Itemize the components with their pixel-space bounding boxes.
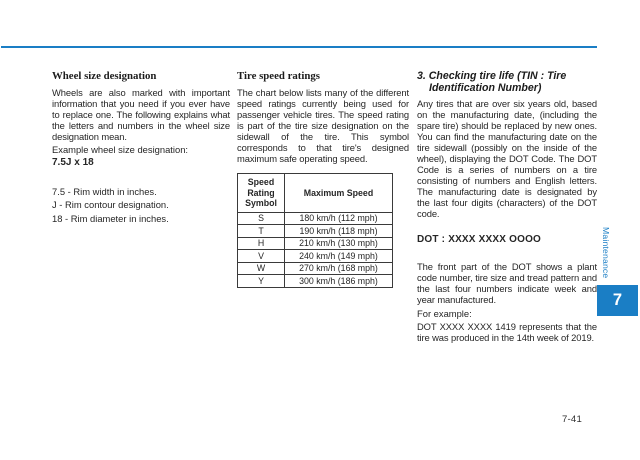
speed-cell: 210 km/h (130 mph): [285, 237, 393, 250]
table-row: [238, 262, 393, 275]
symbol-cell: T: [238, 225, 285, 238]
chapter-tab-number: 7: [612, 291, 623, 309]
table-row: [238, 212, 393, 225]
dot-code: DOT : XXXX XXXX OOOO: [417, 234, 542, 245]
rim-item-diameter: 18 - Rim diameter in inches.: [52, 212, 169, 224]
rim-item-width: 7.5 - Rim width in inches.: [52, 186, 157, 197]
wheel-size-heading: Wheel size designation: [52, 70, 157, 82]
page-number: 7-41: [562, 414, 583, 425]
rim-designation-list: [52, 185, 230, 225]
tire-life-heading: 3. Checking tire life (TIN : Tire Identification Number): [417, 70, 567, 94]
table-row: [238, 225, 393, 238]
speed-ratings-body: The chart below lists many of the different speed ratings currently being used for passenger vehicle tires. The speed rating is part of the tire size designation on the sidewall of the tire. This symbol corresponds to that tire's designed maximum safe operating speed.: [237, 87, 409, 164]
max-speed-header: Maximum Speed: [285, 174, 393, 213]
speed-cell: 240 km/h (149 mph): [285, 250, 393, 263]
symbol-cell: V: [238, 250, 285, 263]
tire-life-column: [417, 70, 597, 345]
speed-cell: 190 km/h (118 mph): [285, 225, 393, 238]
speed-cell: 270 km/h (168 mph): [285, 262, 393, 275]
maintenance-sidebar-label: Maintenance: [601, 227, 611, 279]
symbol-cell: S: [238, 212, 285, 225]
speed-cell: 300 km/h (186 mph): [285, 275, 393, 288]
table-row: [238, 275, 393, 288]
table-row: [238, 237, 393, 250]
speed-symbol-header: Speed Rating Symbol: [238, 174, 285, 213]
wheel-size-body: Wheels are also marked with important information that you need if you ever have to replace one. The following explains what the letters and numbers in the wheel size designation mean.: [52, 87, 230, 142]
wheel-size-column: [52, 70, 230, 225]
rim-item-contour: J - Rim contour designation.: [52, 199, 169, 211]
for-example-label: For example:: [417, 308, 472, 319]
tire-life-body-2: The front part of the DOT shows a plant code number, tire size and tread pattern and the last four numbers indicate week and year manufactured.: [417, 261, 597, 305]
wheel-size-example-value: 7.5J x 18: [52, 157, 94, 168]
speed-cell: 180 km/h (112 mph): [285, 212, 393, 225]
symbol-cell: W: [238, 262, 285, 275]
wheel-size-example-label: Example wheel size designation:: [52, 144, 189, 155]
table-row: [238, 250, 393, 263]
speed-ratings-heading: Tire speed ratings: [237, 70, 320, 82]
tire-life-body-1: Any tires that are over six years old, based on the manufacturing date, (including the spare tire) should be replaced by new ones. You can find the manufacturing date on the tire sidewall (possibly on the inside of the wheel), displaying the DOT Code. The DOT Code is a series of numbers on a tire consisting of numbers and English letters. The manufacturing date is designated by the last four digits (characters) of the DOT code.: [417, 98, 597, 219]
speed-ratings-column: [237, 70, 409, 288]
header-divider: [1, 46, 597, 48]
table-header-row: [238, 174, 393, 213]
symbol-cell: H: [238, 237, 285, 250]
chapter-tab: [597, 285, 638, 316]
tire-life-body-3: DOT XXXX XXXX 1419 represents that the tire was produced in the 14th week of 2019.: [417, 321, 597, 343]
symbol-cell: Y: [238, 275, 285, 288]
speed-rating-table: [237, 173, 393, 288]
